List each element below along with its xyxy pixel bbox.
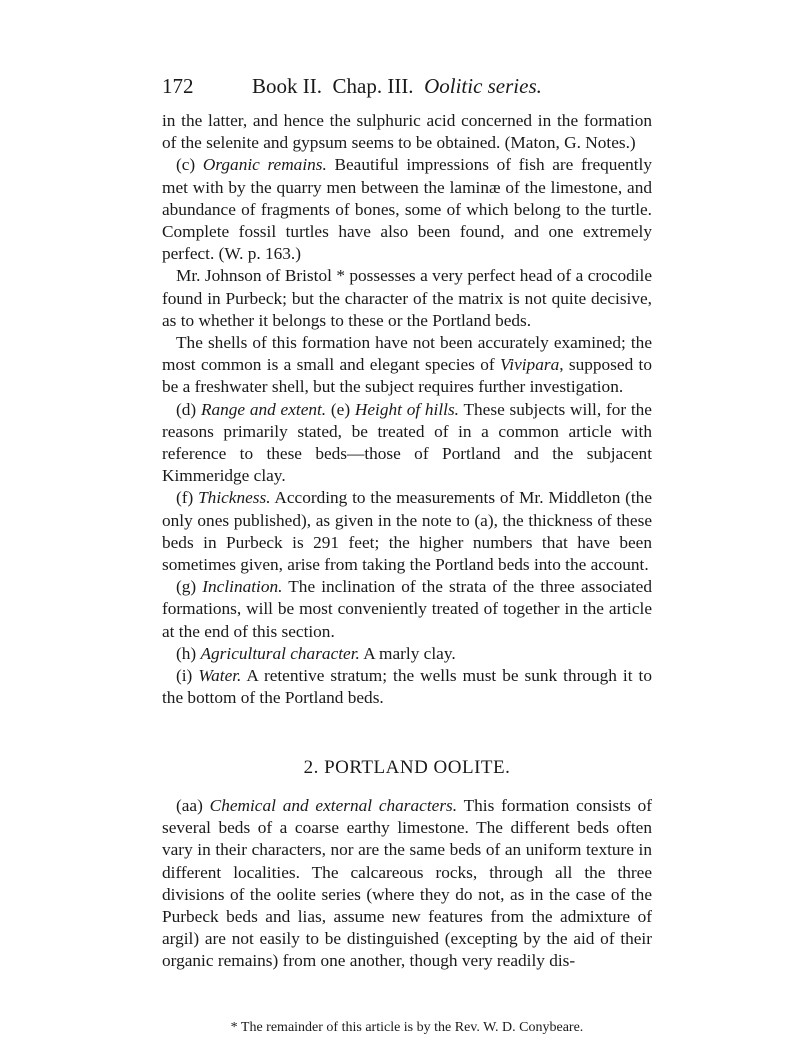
item-title: Organic remains. [202, 155, 327, 175]
paragraph-chemical-characters [162, 795, 652, 973]
page-number: 172 [162, 74, 194, 98]
item-title: Range and extent. [200, 399, 327, 419]
paragraph-organic-remains [162, 154, 652, 265]
item-label: (h) [176, 643, 197, 663]
item-body: Beautiful impressions of fish are frequently met with by the quarry men between the laminæ of the limestone, and abundance of fragments of bones, some of which belong to the turtle. Complete fossil turtles have also been found, and one extremely perfect. (W. p. 163.) [162, 155, 652, 264]
section-heading: 2. PORTLAND OOLITE. [303, 757, 511, 778]
paragraph-inclination [162, 576, 652, 643]
item-title: Water. [198, 666, 242, 686]
series-label: Oolitic series. [424, 74, 542, 98]
paragraph-water [162, 665, 652, 709]
genus-name: Vivipara [500, 355, 560, 375]
item-label: (f) [176, 488, 194, 508]
item-body: A retentive stratum; the wells must be sunk through it to the bottom of the Portland beds. [162, 666, 652, 708]
item-title: Inclination. [202, 577, 283, 597]
body-text-upper [162, 110, 652, 709]
item-label: (c) [176, 155, 196, 175]
paragraph-shells [162, 332, 652, 399]
item-title: Chemical and external characters. [209, 796, 458, 815]
item-label: (e) [326, 399, 351, 419]
paragraph-crocodile: Mr. Johnson of Bristol * possesses a very perfect head of a crocodile found in Purbeck; but the character of the matrix is not quite decisive, as to whether it belongs to these or the Portland beds. [162, 266, 652, 330]
chapter-label: Chap. III. [332, 74, 414, 98]
paragraph-thickness [162, 487, 652, 576]
paragraph-agricultural [162, 643, 652, 665]
item-title: Height of hills. [354, 399, 460, 419]
running-title [252, 74, 542, 99]
item-body: This formation consists of several beds of a coarse earthy limestone. The different beds often vary in their characters, nor are the same beds of an uniform texture in different localities. The calcareous rocks, through all the three divisions of the oolite series (where they do not, as in the case of the Purbeck beds and lias, assume new features from the admixture of argil) are not easily to be distinguished (excepting by the aid of their organic remains) from one another, though very readily dis- [162, 796, 652, 971]
paragraph-continuation: in the latter, and hence the sulphuric acid concerned in the formation of the selenite and gypsum seems to be obtained. (Maton, G. Notes.) [162, 111, 652, 153]
shells-text-end: , supposed to be a freshwater shell, but the subject requires further investigation. [162, 355, 653, 397]
item-body: These subjects will, for the reasons primarily stated, be treated of in a common article with reference to these beds—those of Portland and the subjacent Kimmeridge clay. [162, 399, 652, 486]
book-label: Book II. [252, 74, 322, 98]
item-label: (aa) [176, 796, 203, 815]
item-body: A marly clay. [359, 643, 456, 663]
paragraph-range-height [162, 399, 652, 488]
running-header [162, 74, 592, 108]
item-label: (i) [176, 666, 193, 686]
item-label: (d) [176, 399, 197, 419]
item-body: The inclination of the strata of the three associated formations, will be most conveniently treated of together in the article at the end of this section. [162, 577, 652, 641]
item-title: Thickness. [198, 488, 271, 508]
footnote: * The remainder of this article is by the Rev. W. D. Conybeare. [230, 1020, 584, 1035]
body-text-lower [162, 795, 652, 973]
shells-text-start: The shells of this formation have not been accurately examined; the most common is a small and elegant species of [162, 333, 652, 375]
item-title: Agricultural character. [200, 643, 360, 663]
item-label: (g) [176, 577, 197, 597]
item-body: According to the measurements of Mr. Middleton (the only ones published), as given in the note to (a), the thickness of these beds in Purbeck is 291 feet; the higher numbers that have been sometimes given, arise from taking the Portland beds into the account. [162, 488, 652, 575]
